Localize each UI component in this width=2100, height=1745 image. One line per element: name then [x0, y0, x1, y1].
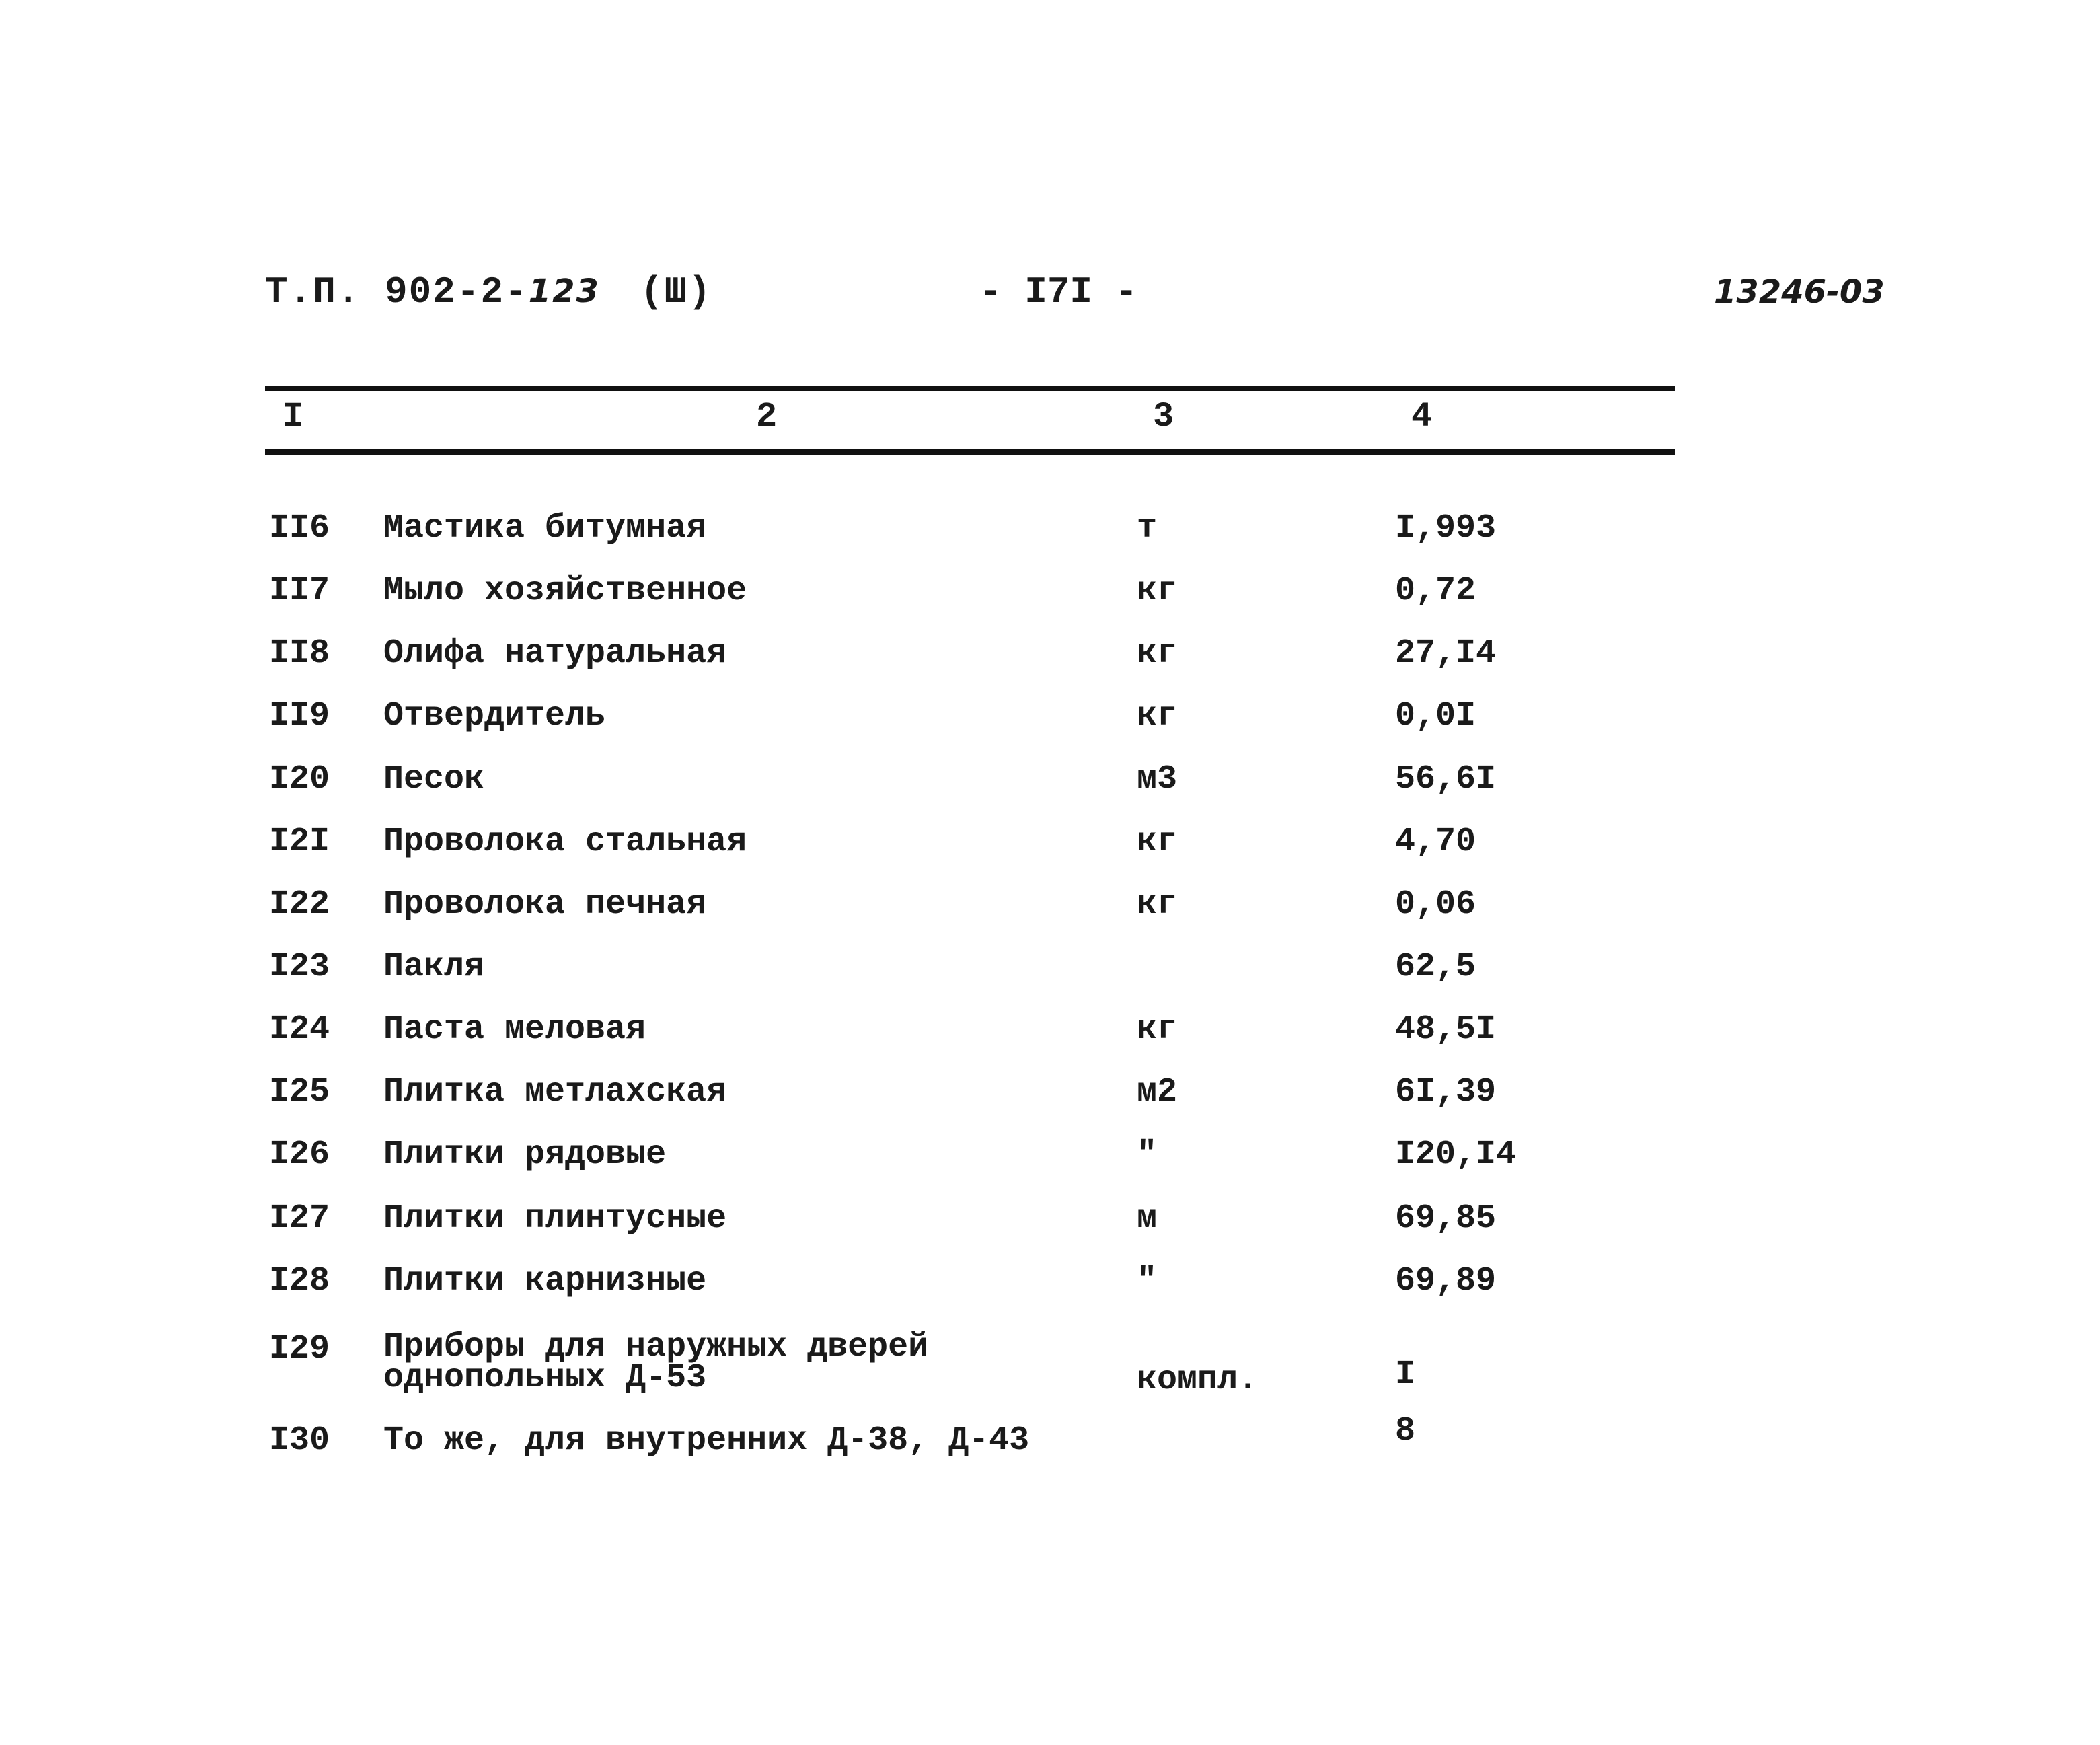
- material-name: Олифа натуральная: [383, 634, 727, 673]
- material-name: Плитки рядовые: [383, 1136, 667, 1174]
- page-header: [0, 0, 2100, 350]
- quantity: I20,I4: [1395, 1136, 1517, 1174]
- quantity: 8: [1395, 1412, 1416, 1450]
- table-row: [0, 1328, 2100, 1413]
- row-number: I26: [269, 1136, 330, 1174]
- row-number: II9: [269, 697, 330, 735]
- quantity: 0,06: [1395, 885, 1476, 924]
- table-header: [0, 397, 2100, 445]
- material-name: Плитки карнизные: [383, 1262, 707, 1300]
- table-top-rule: [265, 386, 1675, 391]
- document-code-handwritten: 123: [528, 272, 600, 310]
- row-number: I20: [269, 760, 330, 799]
- table-row: [0, 825, 2100, 885]
- material-name: Мастика битумная: [383, 509, 707, 548]
- material-name: Песок: [383, 760, 485, 799]
- quantity: 4,70: [1395, 823, 1476, 861]
- unit: кг: [1137, 823, 1178, 861]
- row-number: I27: [269, 1199, 330, 1238]
- unit: т: [1137, 509, 1158, 548]
- unit: кг: [1137, 1010, 1178, 1049]
- unit: ": [1137, 1136, 1158, 1174]
- table-row: [0, 1412, 2100, 1484]
- column-header-2: 2: [756, 397, 778, 437]
- document-code-prefix: Т.П. 902-2-: [265, 270, 529, 313]
- quantity: 0,0I: [1395, 697, 1476, 735]
- quantity: 56,6I: [1395, 760, 1497, 799]
- table-row: [0, 762, 2100, 823]
- unit: м: [1137, 1199, 1158, 1238]
- unit: м2: [1137, 1073, 1178, 1111]
- table-row: [0, 1264, 2100, 1325]
- material-name: То же, для внутренних Д-38, Д-43: [383, 1421, 1030, 1460]
- document-code: [265, 270, 712, 313]
- row-number: I29: [269, 1330, 330, 1368]
- archive-number: 13246-03: [1714, 273, 1885, 311]
- row-number: II6: [269, 509, 330, 548]
- page-number: - I7I -: [979, 270, 1138, 313]
- material-name: Пакля: [383, 948, 485, 986]
- table-row: [0, 574, 2100, 634]
- table-header-rule: [265, 449, 1675, 455]
- unit: кг: [1137, 572, 1178, 610]
- quantity: 69,85: [1395, 1199, 1497, 1238]
- column-header-1: I: [283, 397, 304, 437]
- row-number: I22: [269, 885, 330, 924]
- unit: компл.: [1137, 1361, 1259, 1399]
- table-row: [0, 699, 2100, 759]
- quantity: 27,I4: [1395, 634, 1497, 673]
- unit: ": [1137, 1262, 1158, 1300]
- quantity: 62,5: [1395, 948, 1476, 986]
- row-number: I2I: [269, 823, 330, 861]
- material-name: Плитка метлахская: [383, 1073, 727, 1111]
- section-marker: (Ш): [640, 270, 712, 313]
- unit: кг: [1137, 634, 1178, 673]
- material-name: Плитки плинтусные: [383, 1199, 727, 1238]
- quantity: 0,72: [1395, 572, 1476, 610]
- quantity: 48,5I: [1395, 1010, 1497, 1049]
- unit: кг: [1137, 697, 1178, 735]
- quantity: 6I,39: [1395, 1073, 1497, 1111]
- table-row: [0, 950, 2100, 1010]
- quantity: I,993: [1395, 509, 1497, 548]
- table-row: [0, 887, 2100, 948]
- table-row: [0, 636, 2100, 697]
- unit: м3: [1137, 760, 1178, 799]
- column-header-3: 3: [1153, 397, 1174, 437]
- row-number: II8: [269, 634, 330, 673]
- table-row: [0, 1138, 2100, 1198]
- quantity: I: [1395, 1356, 1416, 1394]
- material-name: Отвердитель: [383, 697, 606, 735]
- material-name: Проволока стальная: [383, 823, 747, 861]
- material-name: Проволока печная: [383, 885, 707, 924]
- material-name: Приборы для наружных дверей однопольных Д-53: [383, 1328, 929, 1397]
- quantity: 69,89: [1395, 1262, 1497, 1300]
- table-row: [0, 1075, 2100, 1136]
- material-name: Паста меловая: [383, 1010, 646, 1049]
- table-row: [0, 1012, 2100, 1073]
- row-number: I24: [269, 1010, 330, 1049]
- row-number: I23: [269, 948, 330, 986]
- table-row: [0, 1201, 2100, 1262]
- row-number: I28: [269, 1262, 330, 1300]
- unit: кг: [1137, 885, 1178, 924]
- material-name: Мыло хозяйственное: [383, 572, 747, 610]
- column-header-4: 4: [1411, 397, 1433, 437]
- row-number: I25: [269, 1073, 330, 1111]
- row-number: I30: [269, 1421, 330, 1460]
- table-row: [0, 511, 2100, 572]
- row-number: II7: [269, 572, 330, 610]
